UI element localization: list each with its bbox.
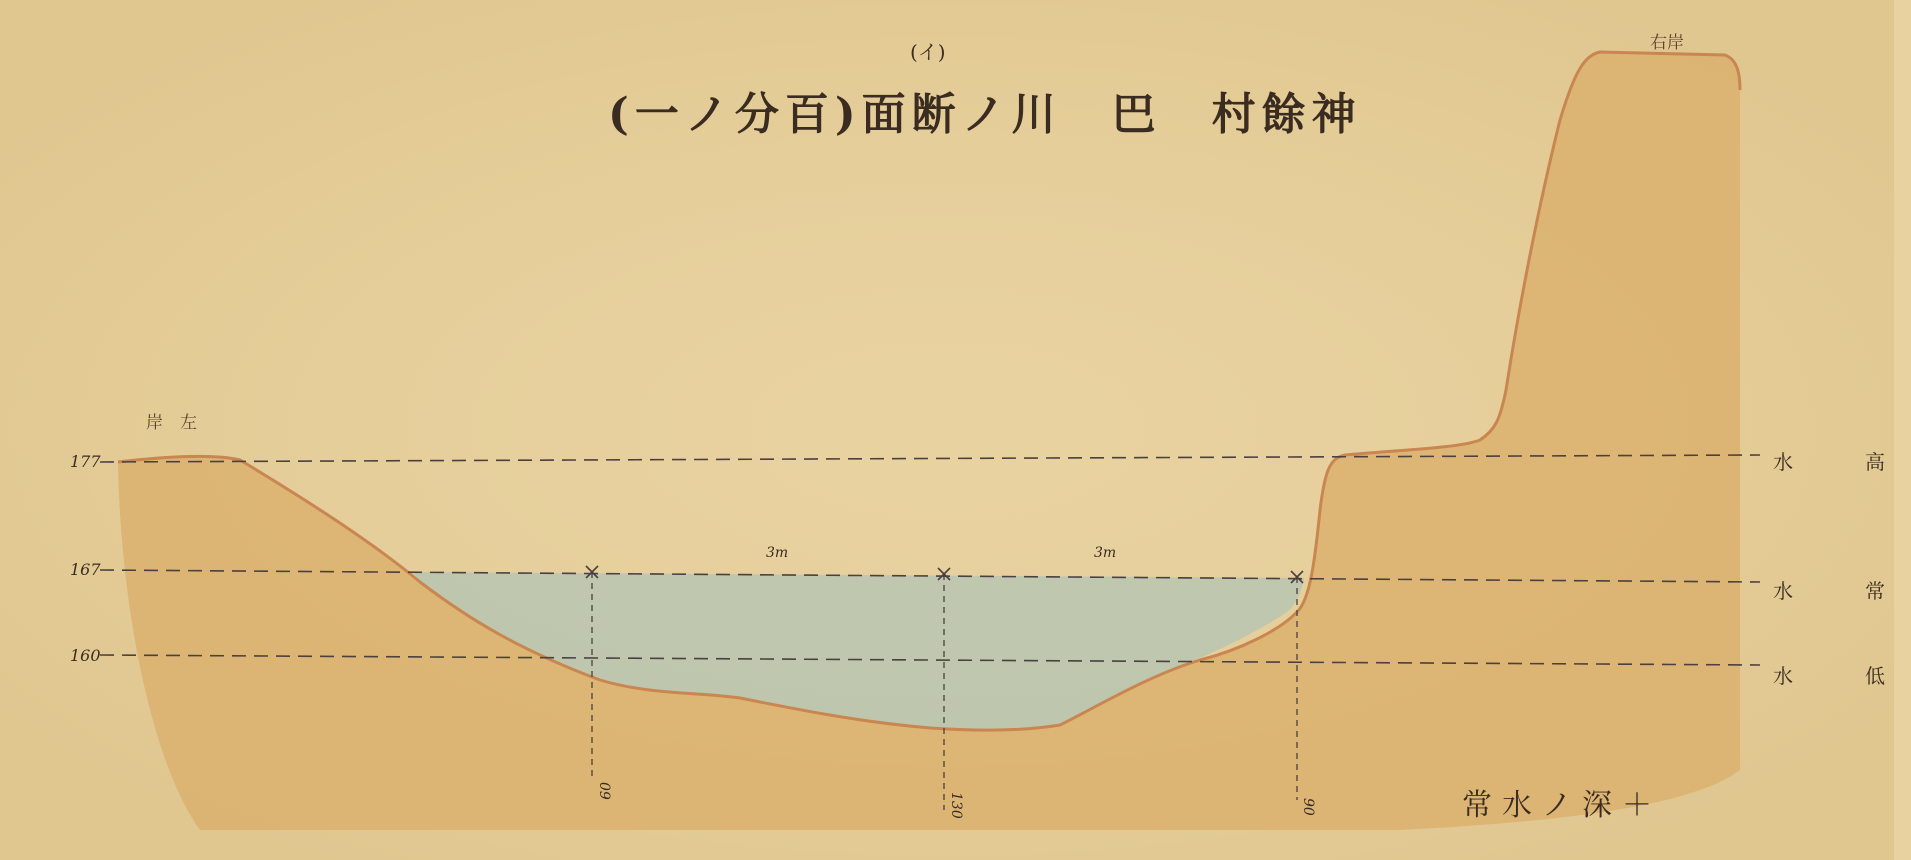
width-label-2: 3m bbox=[1094, 545, 1117, 561]
left-bank-label: 岸 左 bbox=[146, 413, 197, 433]
high-water-label: 水 高 bbox=[1773, 450, 1911, 474]
depth-mark-3: 90 bbox=[1300, 798, 1316, 816]
depth-mark-2: 130 bbox=[948, 792, 964, 819]
diagram-title: (一ノ分百)面断ノ川 巴 村餘神 bbox=[608, 89, 1362, 140]
elevation-normal: 167 bbox=[70, 560, 101, 579]
depth-mark-1: 09 bbox=[596, 782, 612, 800]
right-bank-label: 右岸 bbox=[1650, 33, 1684, 53]
elevation-low: 160 bbox=[70, 646, 101, 665]
width-label-1: 3m bbox=[766, 545, 789, 561]
normal-water-label: 水 常 bbox=[1773, 579, 1911, 603]
low-water-label: 水 低 bbox=[1773, 664, 1911, 688]
section-subtitle: (イ) bbox=[910, 40, 946, 64]
elevation-high: 177 bbox=[70, 452, 101, 471]
depth-legend: 常水ノ深＋ bbox=[1462, 788, 1662, 823]
